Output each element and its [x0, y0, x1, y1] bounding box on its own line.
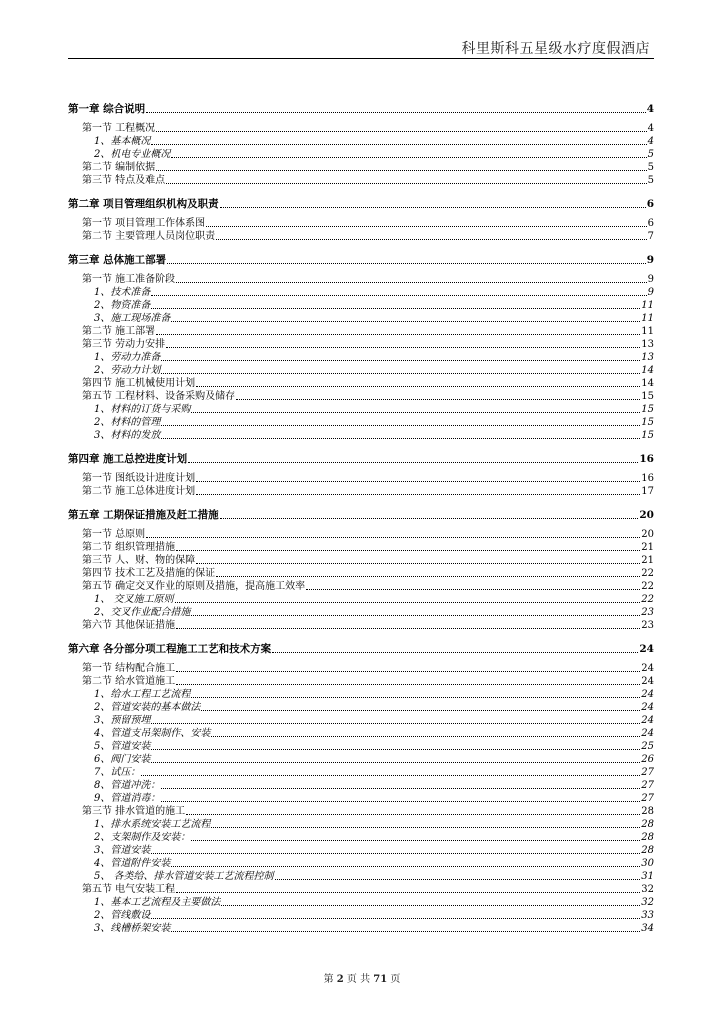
toc-chapter[interactable]: [68, 102, 654, 116]
toc-leader-dots: [236, 399, 640, 400]
toc-item[interactable]: [68, 740, 654, 753]
toc-leader-dots: [175, 602, 641, 603]
toc-chapter[interactable]: [68, 642, 654, 656]
toc-entry-page: 22: [641, 581, 654, 592]
toc-entry-label: 3、管道安装: [94, 845, 151, 856]
toc-leader-dots: [161, 360, 640, 361]
toc-entry-label: 4、管道支吊架制作、安装: [94, 728, 211, 739]
toc-leader-dots: [176, 628, 640, 629]
toc-leader-dots: [211, 736, 640, 737]
toc-entry-page: 15: [641, 404, 654, 415]
toc-leader-dots: [151, 295, 646, 296]
toc-leader-dots: [201, 710, 640, 711]
toc-leader-dots: [196, 494, 640, 495]
toc-item[interactable]: [68, 753, 654, 766]
toc-item[interactable]: [68, 701, 654, 714]
header-title: 科里斯科五星级水疗度假酒店: [461, 41, 650, 57]
toc-section[interactable]: [68, 122, 654, 135]
toc-item[interactable]: [68, 429, 654, 442]
toc-entry-label: 2、管线敷设: [94, 910, 151, 921]
toc-chapter[interactable]: [68, 452, 654, 466]
toc-section[interactable]: [68, 554, 654, 567]
toc-entry-label: 第一节 图纸设计进度计划: [82, 473, 196, 484]
toc-item[interactable]: [68, 714, 654, 727]
toc-entry-label: 第一节 工程概况: [82, 123, 156, 134]
toc-entry-label: 3、施工现场准备: [94, 313, 171, 324]
toc-entry-page: 17: [641, 486, 654, 497]
toc-entry-label: 1、基本工艺流程及主要做法: [94, 897, 221, 908]
toc-entry-page: 23: [641, 620, 654, 631]
toc-entry-label: 第五章 工期保证措施及赶工措施: [68, 509, 219, 521]
toc-leader-dots: [211, 827, 640, 828]
toc-entry-page: 24: [641, 676, 654, 687]
toc-entry-label: 第二节 给水管道施工: [82, 676, 176, 687]
toc-leader-dots: [161, 801, 640, 802]
toc-entry-page: 5: [647, 149, 654, 160]
toc-entry-label: 第三节 人、财、物的保障: [82, 555, 196, 566]
toc-item[interactable]: [68, 416, 654, 429]
toc-leader-dots: [221, 905, 640, 906]
toc-entry-label: 第三节 劳动力安排: [82, 339, 166, 350]
toc-leader-dots: [306, 589, 640, 590]
toc-item[interactable]: [68, 688, 654, 701]
toc-leader-dots: [151, 853, 640, 854]
toc-entry-page: 25: [641, 741, 654, 752]
toc-leader-dots: [176, 282, 646, 283]
toc-entry-page: 33: [641, 910, 654, 921]
toc-item[interactable]: [68, 857, 654, 870]
toc-leader-dots: [141, 775, 640, 776]
toc-entry-label: 2、机电专业概况: [94, 149, 171, 160]
toc-item[interactable]: [68, 286, 654, 299]
toc-section[interactable]: [68, 805, 654, 818]
toc-entry-label: 第二节 施工部署: [82, 326, 156, 337]
toc-item[interactable]: [68, 766, 654, 779]
toc-leader-dots: [206, 226, 646, 227]
toc-item[interactable]: [68, 792, 654, 805]
toc-entry-page: 22: [641, 594, 654, 605]
toc-entry-page: 21: [641, 542, 654, 553]
page-header: [68, 38, 654, 59]
toc-item[interactable]: [68, 312, 654, 325]
toc-entry-label: 2、管道安装的基本做法: [94, 702, 201, 713]
toc-entry-page: 6: [647, 218, 654, 229]
toc-entry-page: 9: [647, 274, 654, 285]
toc-leader-dots: [171, 321, 640, 322]
toc-item[interactable]: [68, 896, 654, 909]
toc-entry-page: 15: [641, 430, 654, 441]
toc-entry-page: 9: [646, 254, 654, 266]
toc-item[interactable]: [68, 909, 654, 922]
toc-entry-label: 9、管道消毒：: [94, 793, 161, 804]
toc-section[interactable]: [68, 217, 654, 230]
toc-entry-page: 11: [641, 300, 654, 311]
toc-section[interactable]: [68, 883, 654, 896]
toc-entry-label: 3、预留预埋: [94, 715, 151, 726]
toc-entry-label: 第五节 工程材料、设备采购及储存: [82, 391, 236, 402]
toc-section[interactable]: [68, 662, 654, 675]
toc-entry-label: 第四章 施工总控进度计划: [68, 453, 188, 465]
toc-item[interactable]: [68, 727, 654, 740]
toc-leader-dots: [176, 550, 640, 551]
toc-entry-page: 9: [647, 287, 654, 298]
toc-entry-label: 2、物资准备: [94, 300, 151, 311]
toc-entry-page: 4: [646, 103, 654, 115]
toc-entry-page: 16: [639, 453, 654, 465]
toc-leader-dots: [161, 438, 640, 439]
toc-chapter[interactable]: [68, 197, 654, 211]
toc-item[interactable]: [68, 299, 654, 312]
toc-entry-label: 2、交叉作业配合措施: [94, 607, 191, 618]
toc-entry-page: 24: [641, 689, 654, 700]
toc-entry-page: 23: [641, 607, 654, 618]
toc-entry-label: 1、 交叉施工原则: [94, 594, 174, 605]
toc-section[interactable]: [68, 377, 654, 390]
toc-item[interactable]: [68, 593, 654, 606]
toc-entry-label: 第四节 技术工艺及措施的保证: [82, 568, 216, 579]
toc-entry-label: 第一节 结构配合施工: [82, 663, 176, 674]
toc-entry-label: 第三节 特点及难点: [82, 175, 166, 186]
toc-item[interactable]: [68, 403, 654, 416]
toc-entry-label: 第三章 总体施工部署: [68, 254, 167, 266]
toc-entry-page: 22: [641, 568, 654, 579]
footer-suffix: 页: [390, 974, 401, 985]
toc-section[interactable]: [68, 675, 654, 688]
toc-entry-label: 第六章 各分部分项工程施工工艺和技术方案: [68, 643, 272, 655]
toc-entry-label: 第二节 施工总体进度计划: [82, 486, 196, 497]
toc-entry-page: 14: [641, 378, 654, 389]
toc-item[interactable]: [68, 364, 654, 377]
toc-entry-page: 13: [641, 339, 654, 350]
toc-leader-dots: [166, 183, 646, 184]
toc-entry-label: 第二节 编制依据: [82, 162, 156, 173]
toc-leader-dots: [216, 576, 640, 577]
toc-entry-page: 24: [641, 715, 654, 726]
toc-section[interactable]: [68, 580, 654, 593]
toc-item[interactable]: [68, 351, 654, 364]
toc-section[interactable]: [68, 567, 654, 580]
toc-leader-dots: [191, 840, 640, 841]
toc-entry-label: 5、管道安装: [94, 741, 151, 752]
toc-entry-label: 2、劳动力计划: [94, 365, 161, 376]
toc-section[interactable]: [68, 472, 654, 485]
toc-entry-page: 15: [641, 391, 654, 402]
toc-entry-page: 27: [641, 793, 654, 804]
toc-leader-dots: [188, 462, 638, 463]
toc-item[interactable]: [68, 844, 654, 857]
toc-entry-page: 5: [647, 162, 654, 173]
toc-leader-dots: [151, 144, 646, 145]
toc-entry-label: 3、材料的发放: [94, 430, 161, 441]
toc-leader-dots: [151, 762, 640, 763]
toc-entry-label: 6、阀门安装: [94, 754, 151, 765]
toc-section[interactable]: [68, 541, 654, 554]
toc-entry-page: 6: [646, 198, 654, 210]
toc-entry-label: 3、线槽桥架安装: [94, 923, 171, 934]
toc-entry-label: 1、排水系统安装工艺流程: [94, 819, 211, 830]
toc-entry-label: 第一节 施工准备阶段: [82, 274, 176, 285]
toc-entry-page: 24: [641, 663, 654, 674]
toc-entry-page: 4: [647, 123, 654, 134]
toc-section[interactable]: [68, 485, 654, 498]
toc-chapter[interactable]: [68, 253, 654, 267]
toc-leader-dots: [196, 481, 640, 482]
toc-entry-page: 28: [641, 819, 654, 830]
toc-leader-dots: [167, 263, 646, 264]
toc-leader-dots: [196, 386, 640, 387]
toc-entry-page: 24: [639, 643, 654, 655]
toc-leader-dots: [176, 892, 640, 893]
toc-entry-page: 14: [641, 365, 654, 376]
toc-leader-dots: [151, 723, 640, 724]
toc-entry-label: 第二章 项目管理组织机构及职责: [68, 198, 219, 210]
toc-entry-label: 第二节 主要管理人员岗位职责: [82, 231, 216, 242]
footer-total-pages: 71: [373, 974, 388, 985]
toc-entry-label: 1、给水工程工艺流程: [94, 689, 191, 700]
toc-entry-page: 28: [641, 845, 654, 856]
toc-leader-dots: [272, 652, 638, 653]
toc-item[interactable]: [68, 135, 654, 148]
toc-leader-dots: [151, 918, 640, 919]
toc-entry-page: 20: [639, 509, 654, 521]
toc-item[interactable]: [68, 779, 654, 792]
toc-entry-label: 第六节 其他保证措施: [82, 620, 176, 631]
toc-leader-dots: [216, 239, 646, 240]
toc-leader-dots: [275, 879, 641, 880]
toc-entry-page: 30: [641, 858, 654, 869]
toc-entry-page: 11: [641, 313, 654, 324]
toc-section[interactable]: [68, 273, 654, 286]
toc-entry-page: 27: [641, 767, 654, 778]
toc-entry-page: 32: [641, 897, 654, 908]
toc-entry-label: 5、 各类给、排水管道安装工艺流程控制: [94, 871, 274, 882]
toc-leader-dots: [191, 412, 640, 413]
toc-section[interactable]: [68, 161, 654, 174]
toc-entry-label: 第一章 综合说明: [68, 103, 146, 115]
toc-section[interactable]: [68, 174, 654, 187]
toc-leader-dots: [171, 157, 646, 158]
toc-item[interactable]: [68, 148, 654, 161]
toc-entry-page: 11: [641, 326, 654, 337]
toc-chapter[interactable]: [68, 508, 654, 522]
toc-entry-page: 4: [647, 136, 654, 147]
toc-item[interactable]: [68, 870, 654, 883]
toc-entry-label: 7、试压：: [94, 767, 141, 778]
toc-entry-label: 1、基本概况: [94, 136, 151, 147]
toc-entry-label: 4、管道附件安装: [94, 858, 171, 869]
page-footer: [0, 970, 724, 985]
toc-entry-page: 13: [641, 352, 654, 363]
toc-entry-page: 28: [641, 806, 654, 817]
table-of-contents: [68, 102, 654, 935]
toc-entry-label: 第一节 总原则: [82, 529, 146, 540]
toc-entry-page: 15: [641, 417, 654, 428]
toc-leader-dots: [151, 749, 640, 750]
toc-entry-page: 16: [641, 473, 654, 484]
toc-entry-page: 24: [641, 728, 654, 739]
toc-entry-page: 31: [641, 871, 654, 882]
toc-entry-label: 第五节 确定交叉作业的原则及措施，提高施工效率: [82, 581, 306, 592]
toc-leader-dots: [156, 131, 646, 132]
footer-mid: 页 共: [346, 974, 371, 985]
toc-section[interactable]: [68, 528, 654, 541]
toc-entry-label: 1、劳动力准备: [94, 352, 161, 363]
toc-leader-dots: [176, 684, 640, 685]
toc-entry-label: 第三节 排水管道的施工: [82, 806, 186, 817]
toc-leader-dots: [156, 170, 646, 171]
toc-entry-page: 32: [641, 884, 654, 895]
toc-leader-dots: [146, 537, 640, 538]
toc-entry-page: 26: [641, 754, 654, 765]
toc-section[interactable]: [68, 230, 654, 243]
toc-entry-label: 第二节 组织管理措施: [82, 542, 176, 553]
toc-entry-page: 5: [647, 175, 654, 186]
toc-item[interactable]: [68, 831, 654, 844]
toc-entry-page: 27: [641, 780, 654, 791]
toc-entry-label: 第五节 电气安装工程: [82, 884, 176, 895]
toc-section[interactable]: [68, 338, 654, 351]
toc-leader-dots: [220, 518, 639, 519]
toc-entry-page: 24: [641, 702, 654, 713]
toc-entry-label: 1、技术准备: [94, 287, 151, 298]
toc-leader-dots: [191, 697, 640, 698]
toc-item[interactable]: [68, 818, 654, 831]
toc-leader-dots: [186, 814, 640, 815]
toc-entry-label: 第四节 施工机械使用计划: [82, 378, 196, 389]
toc-entry-page: 21: [641, 555, 654, 566]
toc-leader-dots: [161, 425, 640, 426]
toc-entry-label: 1、材料的订货与采购: [94, 404, 191, 415]
toc-item[interactable]: [68, 922, 654, 935]
toc-entry-page: 20: [641, 529, 654, 540]
toc-entry-page: 34: [641, 923, 654, 934]
toc-entry-page: 28: [641, 832, 654, 843]
toc-entry-page: 7: [647, 231, 654, 242]
toc-leader-dots: [191, 615, 640, 616]
toc-leader-dots: [176, 671, 640, 672]
toc-entry-label: 8、管道冲洗：: [94, 780, 161, 791]
toc-leader-dots: [171, 866, 640, 867]
footer-prefix: 第: [323, 974, 334, 985]
toc-leader-dots: [151, 308, 640, 309]
toc-leader-dots: [146, 112, 646, 113]
footer-page-number: 2: [336, 974, 344, 985]
toc-leader-dots: [171, 931, 640, 932]
toc-leader-dots: [196, 563, 640, 564]
toc-leader-dots: [161, 788, 640, 789]
toc-entry-label: 2、材料的管理: [94, 417, 161, 428]
toc-leader-dots: [161, 373, 640, 374]
toc-section[interactable]: [68, 325, 654, 338]
toc-entry-label: 2、支架制作及安装：: [94, 832, 191, 843]
toc-entry-label: 第一节 项目管理工作体系图: [82, 218, 206, 229]
toc-section[interactable]: [68, 619, 654, 632]
toc-leader-dots: [220, 207, 646, 208]
toc-item[interactable]: [68, 606, 654, 619]
toc-section[interactable]: [68, 390, 654, 403]
toc-leader-dots: [166, 347, 640, 348]
toc-leader-dots: [156, 334, 640, 335]
